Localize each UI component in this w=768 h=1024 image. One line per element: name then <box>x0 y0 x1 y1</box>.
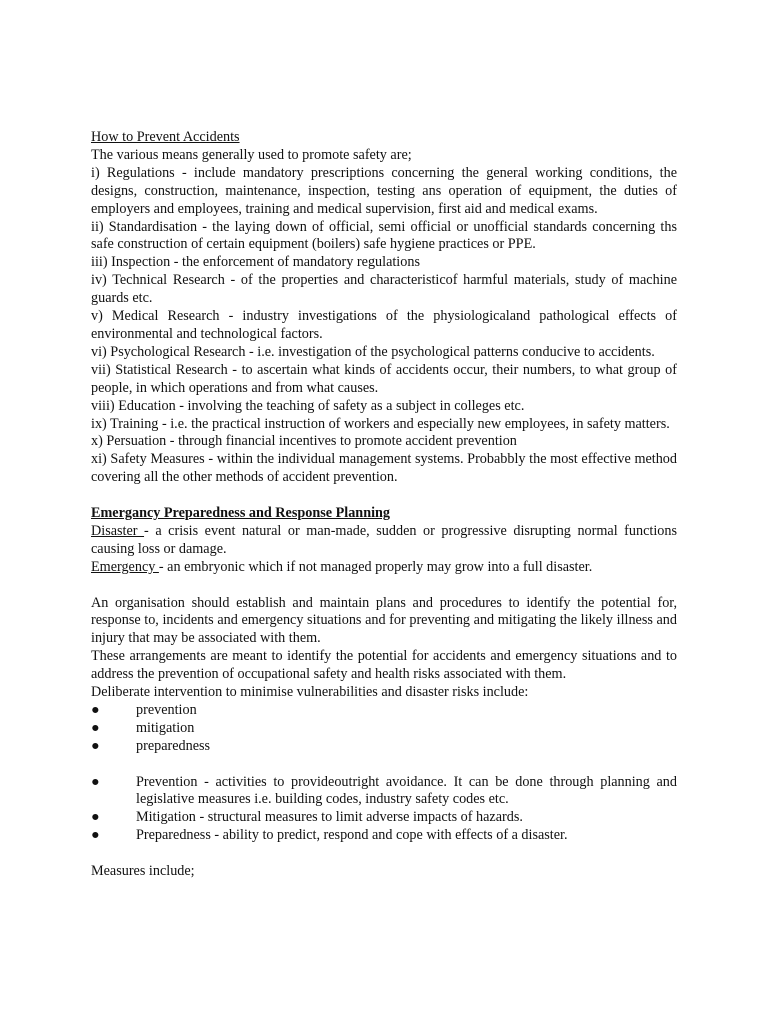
definition-disaster <box>91 523 677 559</box>
bullet-icon: ● <box>91 701 100 718</box>
spacer <box>91 577 677 595</box>
spacer <box>91 845 677 863</box>
definition-emergency <box>91 559 677 577</box>
bullet-list-intervention <box>91 702 677 756</box>
term-emergency: Emergency <box>91 558 159 575</box>
spacer <box>91 756 677 774</box>
list-item-persuation: x) Persuation - through financial incentives to promote accident prevention <box>91 433 517 450</box>
list-item: ● Prevention - activities to provideoutright avoidance. It can be done through planning and legislative measures i.e. building codes, industry safety codes etc. <box>91 773 677 808</box>
list-item: ● Mitigation - structural measures to limit adverse impacts of hazards. <box>91 809 523 826</box>
list-item-medical-research: v) Medical Research - industry investigations of the physiologicaland pathological effects of environmental and technological factors. <box>91 308 677 342</box>
spacer <box>91 487 677 505</box>
measures-heading: Measures include; <box>91 863 195 880</box>
list-item-technical-research: iv) Technical Research - of the properties and characteristicof harmful materials, study of machine guards etc. <box>91 272 677 307</box>
paragraph-intervention: Deliberate intervention to minimise vulnerabilities and disaster risks include: <box>91 684 529 701</box>
list-item-safety-measures: xi) Safety Measures - within the individual management systems. Probabbly the most effective method covering all the other methods of accident prevention. <box>91 451 677 486</box>
list-item: ● mitigation <box>91 719 195 736</box>
list-item: ● preparedness <box>91 737 211 754</box>
list-item-inspection: iii) Inspection - the enforcement of mandatory regulations <box>91 254 420 271</box>
bullet-icon: ● <box>91 809 100 826</box>
paragraph-plans: An organisation should establish and maintain plans and procedures to identify the potential for, response to, incidents and emergency situations and for preventing and mitigating the likely illness and injury that may be associated with them. <box>91 594 677 647</box>
definition-disaster-text: - a crisis event natural or man-made, sudden or progressive disrupting normal functions causing loss or damage. <box>91 522 677 557</box>
list-item: ● Preparedness - ability to predict, respond and cope with effects of a disaster. <box>91 827 568 844</box>
definition-emergency-text: - an embryonic which if not managed properly may grow into a full disaster. <box>158 558 593 575</box>
list-item-training: ix) Training - i.e. the practical instruction of workers and especially new employees, in safety matters. <box>91 415 670 432</box>
list-item-regulations: i) Regulations - include mandatory prescriptions concerning the general working conditions, the designs, construction, maintenance, inspection, testing ans operation of equipment, the duties of employers and employees, training and medical supervision, first aid and medical exams. <box>91 164 677 217</box>
bullet-icon: ● <box>91 719 100 736</box>
section-title-emergency: Emergancy Preparedness and Response Planning <box>91 505 391 522</box>
list-item-education: viii) Education - involving the teaching of safety as a subject in colleges etc. <box>91 397 525 414</box>
section-title-prevent-accidents: How to Prevent Accidents <box>91 129 240 145</box>
bullet-icon: ● <box>91 737 100 754</box>
list-item-psychological-research: vi) Psychological Research - i.e. investigation of the psychological patterns conducive to accidents. <box>91 343 655 360</box>
list-item: ● prevention <box>91 701 197 718</box>
section-intro: The various means generally used to promote safety are; <box>91 146 412 163</box>
term-disaster: Disaster <box>91 522 145 539</box>
paragraph-arrangements: These arrangements are meant to identify the potential for accidents and emergency situations and to address the prevention of occupational safety and health risks associated with them. <box>91 648 677 683</box>
bullet-icon: ● <box>91 827 100 844</box>
bullet-icon: ● <box>91 773 100 790</box>
list-item-statistical-research: vii) Statistical Research - to ascertain what kinds of accidents occur, their numbers, to what group of people, in which operations and from what causes. <box>91 361 677 396</box>
bullet-list-definitions <box>91 774 677 846</box>
list-item-standardisation: ii) Standardisation - the laying down of official, semi official or unofficial standards concerning ths safe construction of certain equipment (boilers) safe hygiene practices or PPE. <box>91 218 677 253</box>
